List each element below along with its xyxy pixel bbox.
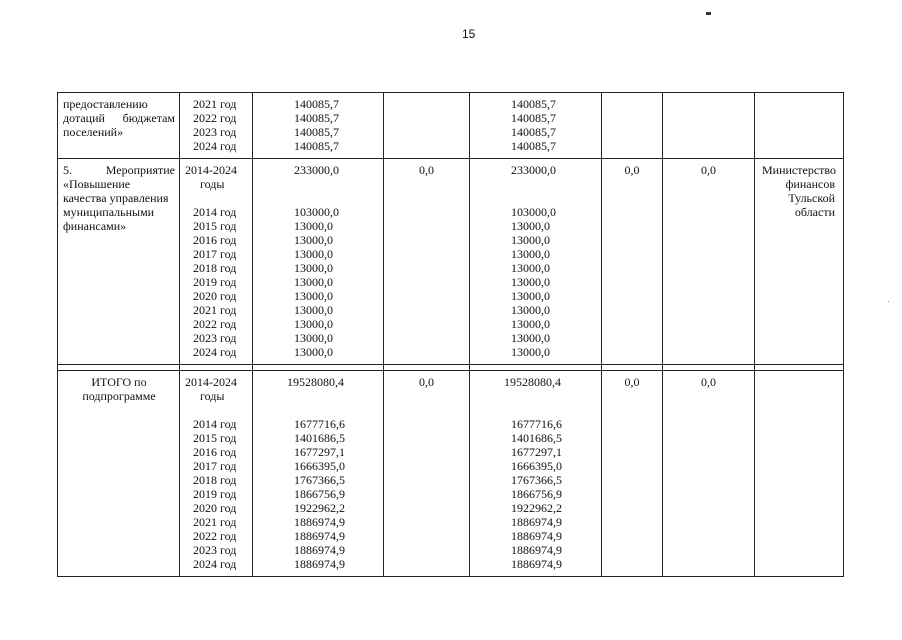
year-label: 2024 год bbox=[193, 139, 237, 153]
year-label: 2017 год bbox=[193, 459, 237, 473]
amount: 13000,0 bbox=[511, 219, 550, 233]
empty-cell bbox=[384, 93, 470, 159]
amount: 1922962,2 bbox=[294, 501, 345, 515]
value-cell bbox=[470, 371, 602, 577]
year-label: 2020 год bbox=[193, 501, 237, 515]
amount: 13000,0 bbox=[294, 219, 333, 233]
period-label: годы bbox=[200, 389, 225, 403]
total-amount: 19528080,4 bbox=[504, 375, 561, 389]
total-amount: 19528080,4 bbox=[287, 375, 344, 389]
amount: 13000,0 bbox=[511, 303, 550, 317]
amount: 1886974,9 bbox=[294, 515, 345, 529]
period-label: годы bbox=[200, 177, 225, 191]
total-label-cell bbox=[58, 371, 180, 577]
responsible-cell bbox=[755, 159, 844, 365]
value-cell bbox=[470, 159, 602, 365]
amount: 1677297,1 bbox=[294, 445, 345, 459]
amount: 140085,7 bbox=[511, 139, 556, 153]
zero-cell: 0,0 bbox=[602, 159, 663, 365]
year-label: 2019 год bbox=[193, 275, 237, 289]
spacer bbox=[470, 389, 601, 403]
responsible-line: области bbox=[794, 205, 835, 219]
empty-cell bbox=[755, 93, 844, 159]
amount: 1886974,9 bbox=[511, 515, 562, 529]
measure-name-line: дотаций бюджетам bbox=[63, 111, 175, 125]
amount: 13000,0 bbox=[294, 261, 333, 275]
amount: 1886974,9 bbox=[294, 557, 345, 571]
spacer bbox=[253, 177, 383, 191]
year-cell bbox=[180, 93, 253, 159]
amount: 1886974,9 bbox=[294, 543, 345, 557]
value-cell bbox=[253, 371, 384, 577]
spacer bbox=[253, 191, 383, 205]
amount: 13000,0 bbox=[294, 247, 333, 261]
year-label: 2023 год bbox=[193, 543, 237, 557]
value-cell bbox=[253, 159, 384, 365]
measure-name-cell bbox=[58, 159, 180, 365]
zero-cell: 0,0 bbox=[384, 159, 470, 365]
responsible-line: финансов bbox=[785, 177, 835, 191]
year-label: 2021 год bbox=[193, 97, 237, 111]
amount: 13000,0 bbox=[294, 331, 333, 345]
empty-cell bbox=[663, 93, 755, 159]
responsible-line: Тульской bbox=[788, 191, 835, 205]
measure-name-line: предоставлению bbox=[63, 97, 148, 111]
amount: 140085,7 bbox=[294, 125, 339, 139]
amount: 13000,0 bbox=[294, 233, 333, 247]
year-label: 2021 год bbox=[193, 303, 237, 317]
zero-cell: 0,0 bbox=[384, 371, 470, 577]
amount: 1886974,9 bbox=[511, 529, 562, 543]
year-label: 2023 год bbox=[193, 125, 237, 139]
table-row bbox=[58, 159, 844, 365]
year-label: 2022 год bbox=[193, 529, 237, 543]
amount: 1886974,9 bbox=[511, 557, 562, 571]
scan-speck bbox=[706, 12, 711, 15]
year-label: 2019 год bbox=[193, 487, 237, 501]
year-label: 2023 год bbox=[193, 331, 237, 345]
total-amount: 233000,0 bbox=[511, 163, 556, 177]
measure-name-line: поселений» bbox=[63, 125, 124, 139]
year-label: 2024 год bbox=[193, 345, 237, 359]
amount: 13000,0 bbox=[294, 345, 333, 359]
measure-name-line: финансами» bbox=[63, 219, 127, 233]
total-label-line: ИТОГО по bbox=[91, 375, 147, 389]
amount: 140085,7 bbox=[294, 111, 339, 125]
year-label: 2016 год bbox=[193, 233, 237, 247]
spacer bbox=[470, 177, 601, 191]
measure-name-cell bbox=[58, 93, 180, 159]
total-label-line: подпрограмме bbox=[82, 389, 156, 403]
amount: 140085,7 bbox=[294, 97, 339, 111]
amount: 13000,0 bbox=[511, 233, 550, 247]
amount: 13000,0 bbox=[294, 303, 333, 317]
year-label: 2018 год bbox=[193, 261, 237, 275]
budget-table bbox=[57, 92, 844, 577]
year-label: 2018 год bbox=[193, 473, 237, 487]
amount: 13000,0 bbox=[511, 345, 550, 359]
table-row bbox=[58, 93, 844, 159]
value-cell bbox=[470, 93, 602, 159]
amount: 1866756,9 bbox=[511, 487, 562, 501]
zero-cell: 0,0 bbox=[602, 371, 663, 577]
amount: 1866756,9 bbox=[294, 487, 345, 501]
measure-name-line: «Повышение bbox=[63, 177, 131, 191]
amount: 1886974,9 bbox=[294, 529, 345, 543]
amount: 13000,0 bbox=[511, 261, 550, 275]
year-cell bbox=[180, 159, 253, 365]
amount: 13000,0 bbox=[511, 289, 550, 303]
year-cell bbox=[180, 371, 253, 577]
amount: 1767366,5 bbox=[511, 473, 562, 487]
year-label: 2014 год bbox=[193, 205, 237, 219]
amount: 1886974,9 bbox=[511, 543, 562, 557]
spacer bbox=[470, 403, 601, 417]
spacer bbox=[253, 389, 383, 403]
amount: 13000,0 bbox=[511, 247, 550, 261]
zero-cell: 0,0 bbox=[663, 371, 755, 577]
year-label: 2015 год bbox=[193, 219, 237, 233]
amount: 1677716,6 bbox=[294, 417, 345, 431]
year-label: 2020 год bbox=[193, 289, 237, 303]
year-label: 2022 год bbox=[193, 111, 237, 125]
spacer bbox=[180, 191, 252, 205]
spacer bbox=[180, 403, 252, 417]
amount: 1767366,5 bbox=[294, 473, 345, 487]
measure-name-line: качества управления bbox=[63, 191, 169, 205]
responsible-line: Министерство bbox=[762, 163, 836, 177]
amount: 13000,0 bbox=[294, 317, 333, 331]
amount: 1666395,0 bbox=[294, 459, 345, 473]
value-cell bbox=[253, 93, 384, 159]
amount: 103000,0 bbox=[511, 205, 556, 219]
year-label: 2022 год bbox=[193, 317, 237, 331]
year-label: 2021 год bbox=[193, 515, 237, 529]
amount: 1677297,1 bbox=[511, 445, 562, 459]
year-label: 2014 год bbox=[193, 417, 237, 431]
spacer bbox=[253, 403, 383, 417]
amount: 13000,0 bbox=[294, 275, 333, 289]
amount: 1666395,0 bbox=[511, 459, 562, 473]
page-number: 15 bbox=[462, 27, 476, 41]
spacer bbox=[470, 191, 601, 205]
amount: 140085,7 bbox=[511, 97, 556, 111]
measure-name-line: муниципальными bbox=[63, 205, 155, 219]
amount: 140085,7 bbox=[511, 125, 556, 139]
amount: 1922962,2 bbox=[511, 501, 562, 515]
amount: 1677716,6 bbox=[511, 417, 562, 431]
measure-name-line: 5. Мероприятие bbox=[63, 163, 175, 177]
amount: 1401686,5 bbox=[511, 431, 562, 445]
empty-cell bbox=[602, 93, 663, 159]
total-amount: 233000,0 bbox=[294, 163, 339, 177]
period-label: 2014-2024 bbox=[185, 163, 237, 177]
year-label: 2024 год bbox=[193, 557, 237, 571]
scan-speck bbox=[888, 301, 889, 302]
amount: 13000,0 bbox=[511, 275, 550, 289]
amount: 13000,0 bbox=[511, 317, 550, 331]
empty-cell bbox=[755, 371, 844, 577]
amount: 140085,7 bbox=[294, 139, 339, 153]
amount: 13000,0 bbox=[511, 331, 550, 345]
amount: 13000,0 bbox=[294, 289, 333, 303]
zero-cell: 0,0 bbox=[663, 159, 755, 365]
amount: 103000,0 bbox=[294, 205, 339, 219]
amount: 140085,7 bbox=[511, 111, 556, 125]
year-label: 2017 год bbox=[193, 247, 237, 261]
year-label: 2015 год bbox=[193, 431, 237, 445]
amount: 1401686,5 bbox=[294, 431, 345, 445]
period-label: 2014-2024 bbox=[185, 375, 237, 389]
table-row bbox=[58, 371, 844, 577]
year-label: 2016 год bbox=[193, 445, 237, 459]
